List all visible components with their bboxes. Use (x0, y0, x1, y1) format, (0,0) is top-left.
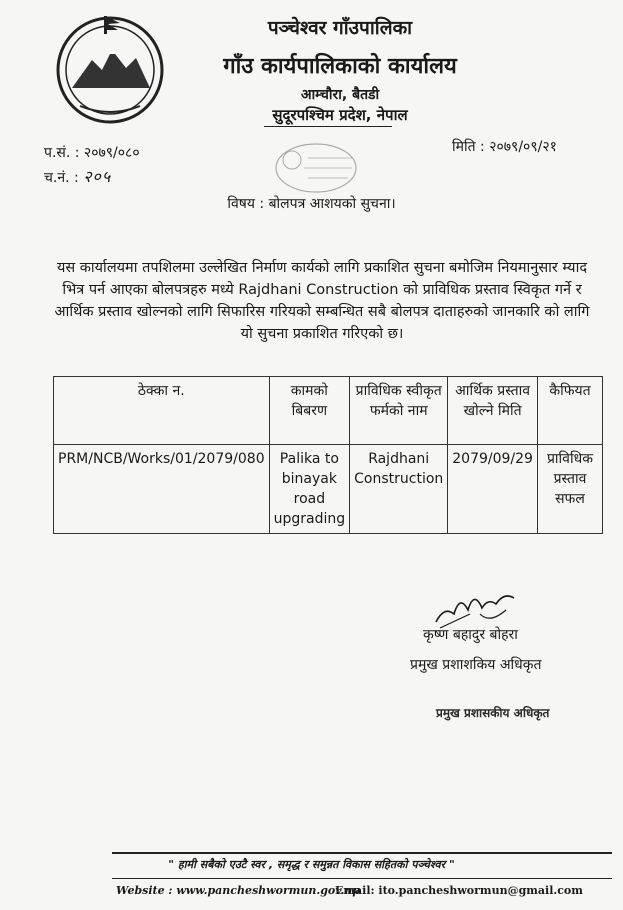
cell-firm: Rajdhani Construction (350, 445, 448, 534)
footer-website: Website : www.pancheshwormun.gov.np (116, 884, 361, 897)
cell-opening-date: 2079/09/29 (448, 445, 538, 534)
office-name: गाँउ कार्यपालिकाको कार्यालय (223, 54, 457, 79)
province-country: सुदूरपश्चिम प्रदेश, नेपाल (272, 106, 408, 124)
notice-body: यस कार्यालयमा तपशिलमा उल्लेखित निर्माण कार्यको लागि प्रकाशित सुचना बमोजिम नियमानुसार म्याद भित्र पर्न आएका बोलपत्रहरु मध्ये Rajdhani Construction को प्राविधिक प्रस्ताव स्विकृत गर्ने र आर्थिक प्रस्ताव खोल्नको लागि सिफारिस गरियको सम्बन्धित सबै बोलपत्र दाताहरुको जानकारि को लागि यो सुचना प्रकाशित गरिएको छ। (54, 260, 590, 342)
cell-remarks: प्राविधिक प्रस्ताव सफल (537, 445, 602, 534)
subject-line: विषय : बोलपत्र आशयको सुचना। (227, 196, 396, 212)
table-row (54, 445, 603, 534)
office-address: आम्चौरा, बैतडी (300, 87, 380, 103)
reference-number: प.सं. : २०७९/०८० (44, 145, 140, 161)
dispatch-value: २०५ (83, 167, 112, 186)
municipality-name: पञ्चेश्वर गाँउपालिका (267, 17, 413, 39)
cell-contract-no: PRM/NCB/Works/01/2079/080 (54, 445, 270, 534)
bid-table (53, 376, 603, 534)
signatory-name: कृष्ण बहादुर बोहरा (423, 627, 518, 643)
office-stamp (268, 140, 364, 200)
table-header-row (54, 377, 603, 445)
dispatch-label: च.नं. : (44, 170, 84, 186)
col-remarks: कैफियत (537, 377, 602, 445)
footer-rule-bottom (112, 878, 612, 879)
header-underline (264, 126, 392, 127)
col-description: कामको बिबरण (269, 377, 350, 445)
col-firm: प्राविधिक स्वीकृत फर्मको नाम (350, 377, 448, 445)
col-contract-no: ठेक्का न. (54, 377, 270, 445)
col-opening-date: आर्थिक प्रस्ताव खोल्ने मिति (448, 377, 538, 445)
signatory-title: प्रमुख प्रशाशकिय अधिकृत (410, 657, 542, 673)
date: मिति : २०७९/०९/२१ (452, 139, 557, 155)
footer-rule-top (112, 852, 612, 854)
footer-slogan: " हामी सबैको एउटै स्वर , समृद्ध र समुन्नत विकास सहितको पञ्चेश्वर " (168, 858, 455, 871)
footer-email: Email: ito.pancheshwormun@gmail.com (335, 884, 583, 897)
cell-description: Palika to binayak road upgrading (269, 445, 350, 534)
dispatch-number (44, 165, 111, 187)
designation-stamp: प्रमुख प्रशासकीय अधिकृत (436, 706, 550, 720)
